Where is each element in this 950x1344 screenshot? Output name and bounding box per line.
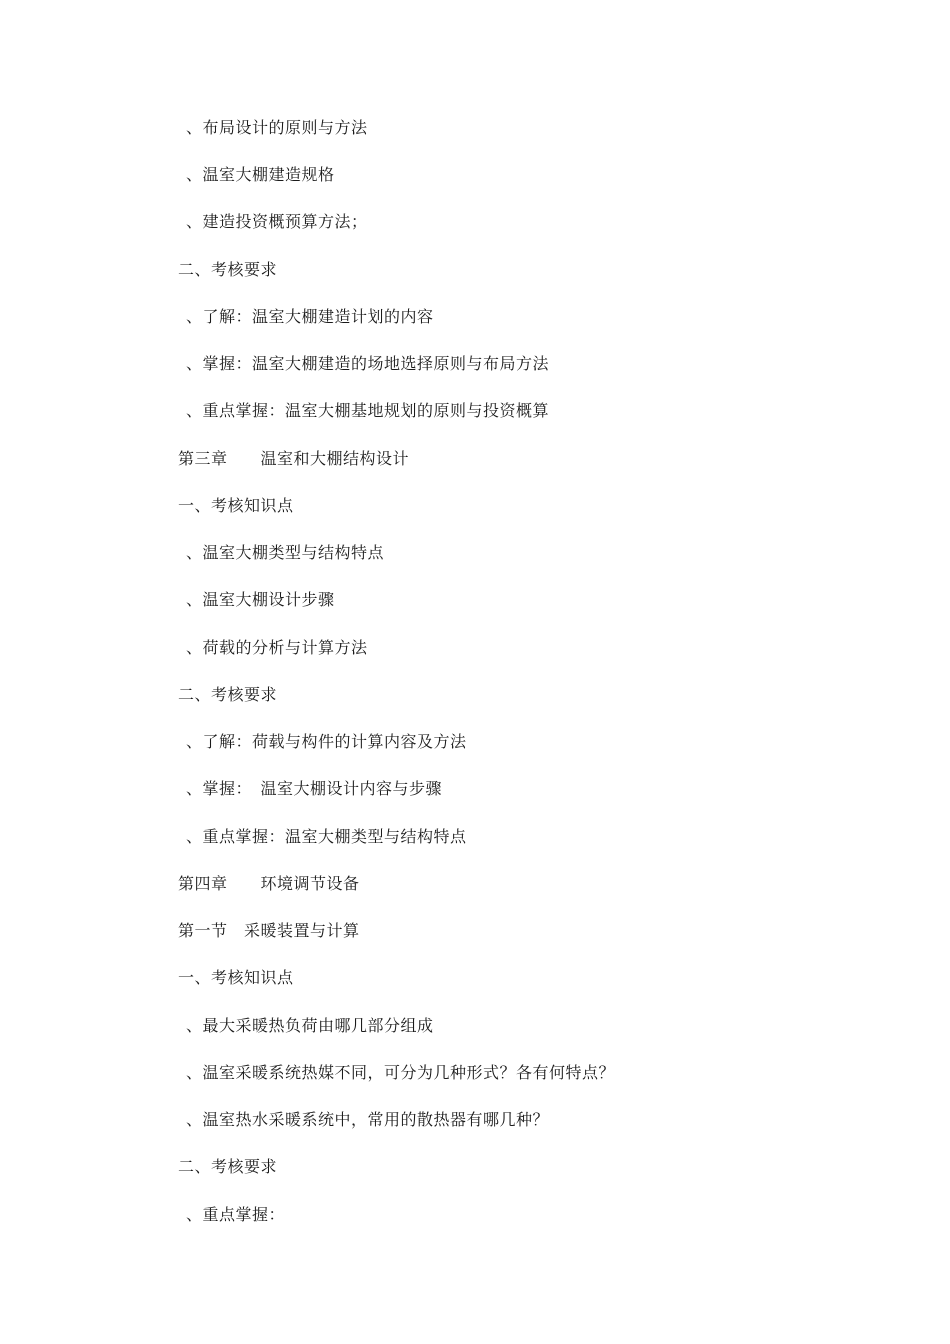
- section-heading: 二、考核要求: [178, 1157, 278, 1176]
- list-item: 、温室大棚设计步骤: [186, 590, 335, 609]
- list-item: 、重点掌握：温室大棚类型与结构特点: [186, 827, 467, 846]
- list-item: 、温室大棚建造规格: [186, 165, 335, 184]
- subsection-heading: 第一节 采暖装置与计算: [178, 921, 360, 940]
- chapter-heading: 第四章 环境调节设备: [178, 874, 360, 893]
- list-item: 、掌握： 温室大棚设计内容与步骤: [186, 779, 443, 798]
- section-heading: 二、考核要求: [178, 685, 278, 704]
- list-item: 、重点掌握：: [186, 1205, 286, 1224]
- list-item: 、了解：荷载与构件的计算内容及方法: [186, 732, 467, 751]
- list-item: 、掌握：温室大棚建造的场地选择原则与布局方法: [186, 354, 550, 373]
- chapter-heading: 第三章 温室和大棚结构设计: [178, 449, 410, 468]
- list-item: 、布局设计的原则与方法: [186, 118, 368, 137]
- list-item: 、建造投资概预算方法；: [186, 212, 368, 231]
- list-item: 、最大采暖热负荷由哪几部分组成: [186, 1016, 434, 1035]
- list-item: 、温室大棚类型与结构特点: [186, 543, 385, 562]
- section-heading: 一、考核知识点: [178, 968, 294, 987]
- list-item: 、了解：温室大棚建造计划的内容: [186, 307, 434, 326]
- section-heading: 一、考核知识点: [178, 496, 294, 515]
- list-item: 、温室热水采暖系统中，常用的散热器有哪几种？: [186, 1110, 550, 1129]
- list-item: 、荷载的分析与计算方法: [186, 638, 368, 657]
- list-item: 、重点掌握：温室大棚基地规划的原则与投资概算: [186, 401, 550, 420]
- list-item: 、温室采暖系统热媒不同，可分为几种形式？各有何特点？: [186, 1063, 616, 1082]
- section-heading: 二、考核要求: [178, 260, 278, 279]
